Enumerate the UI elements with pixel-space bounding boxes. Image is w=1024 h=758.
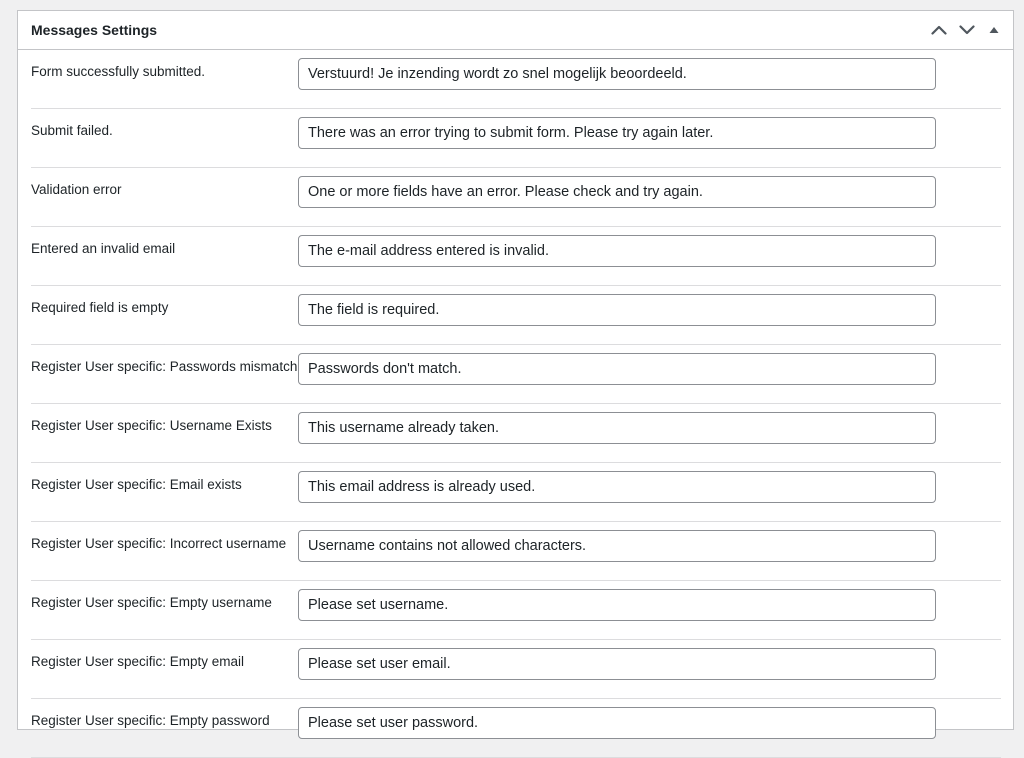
message-input[interactable] bbox=[298, 648, 936, 680]
message-label: Required field is empty bbox=[31, 300, 169, 315]
message-input[interactable] bbox=[298, 58, 936, 90]
message-field-cell bbox=[298, 109, 1001, 168]
move-down-button[interactable] bbox=[953, 12, 981, 48]
toggle-panel-button[interactable] bbox=[981, 12, 1007, 48]
message-field-cell bbox=[298, 522, 1001, 581]
message-field-cell bbox=[298, 168, 1001, 227]
message-setting-row bbox=[31, 404, 1001, 463]
message-input[interactable] bbox=[298, 176, 936, 208]
message-label: Register User specific: Username Exists bbox=[31, 418, 272, 433]
message-field-cell bbox=[298, 286, 1001, 345]
message-label: Register User specific: Empty email bbox=[31, 654, 245, 669]
message-label: Register User specific: Email exists bbox=[31, 477, 242, 492]
panel-handle-actions bbox=[925, 11, 1013, 49]
chevron-down-icon bbox=[959, 25, 975, 35]
message-field-cell bbox=[298, 699, 1001, 758]
messages-settings-panel bbox=[17, 10, 1014, 730]
messages-rows bbox=[31, 50, 1001, 758]
message-setting-row bbox=[31, 463, 1001, 522]
message-input[interactable] bbox=[298, 471, 936, 503]
message-label: Register User specific: Empty username bbox=[31, 595, 272, 610]
message-setting-row bbox=[31, 50, 1001, 109]
message-setting-row bbox=[31, 699, 1001, 758]
message-input[interactable] bbox=[298, 589, 936, 621]
panel-title: Messages Settings bbox=[31, 22, 158, 38]
message-field-cell bbox=[298, 463, 1001, 522]
message-field-cell bbox=[298, 227, 1001, 286]
panel-body bbox=[18, 50, 1013, 758]
panel-header bbox=[18, 11, 1013, 50]
messages-table bbox=[31, 50, 1001, 758]
message-input[interactable] bbox=[298, 117, 936, 149]
message-input[interactable] bbox=[298, 235, 936, 267]
message-input[interactable] bbox=[298, 707, 936, 739]
message-label: Entered an invalid email bbox=[31, 241, 176, 256]
message-setting-row bbox=[31, 522, 1001, 581]
message-setting-row bbox=[31, 640, 1001, 699]
message-setting-row bbox=[31, 168, 1001, 227]
message-input[interactable] bbox=[298, 294, 936, 326]
message-setting-row bbox=[31, 581, 1001, 640]
message-label: Register User specific: Empty password bbox=[31, 713, 270, 728]
message-setting-row bbox=[31, 345, 1001, 404]
message-label: Register User specific: Passwords mismatch bbox=[31, 359, 298, 374]
message-field-cell bbox=[298, 581, 1001, 640]
message-field-cell bbox=[298, 345, 1001, 404]
message-label: Form successfully submitted. bbox=[31, 64, 206, 79]
message-input[interactable] bbox=[298, 412, 936, 444]
chevron-up-icon bbox=[931, 25, 947, 35]
message-field-cell bbox=[298, 50, 1001, 109]
message-setting-row bbox=[31, 286, 1001, 345]
message-label: Submit failed. bbox=[31, 123, 113, 138]
message-field-cell bbox=[298, 640, 1001, 699]
message-field-cell bbox=[298, 404, 1001, 463]
message-label: Validation error bbox=[31, 182, 122, 197]
move-up-button[interactable] bbox=[925, 12, 953, 48]
message-setting-row bbox=[31, 227, 1001, 286]
message-input[interactable] bbox=[298, 530, 936, 562]
message-setting-row bbox=[31, 109, 1001, 168]
message-input[interactable] bbox=[298, 353, 936, 385]
triangle-up-icon bbox=[989, 26, 999, 34]
message-label: Register User specific: Incorrect username bbox=[31, 536, 287, 551]
